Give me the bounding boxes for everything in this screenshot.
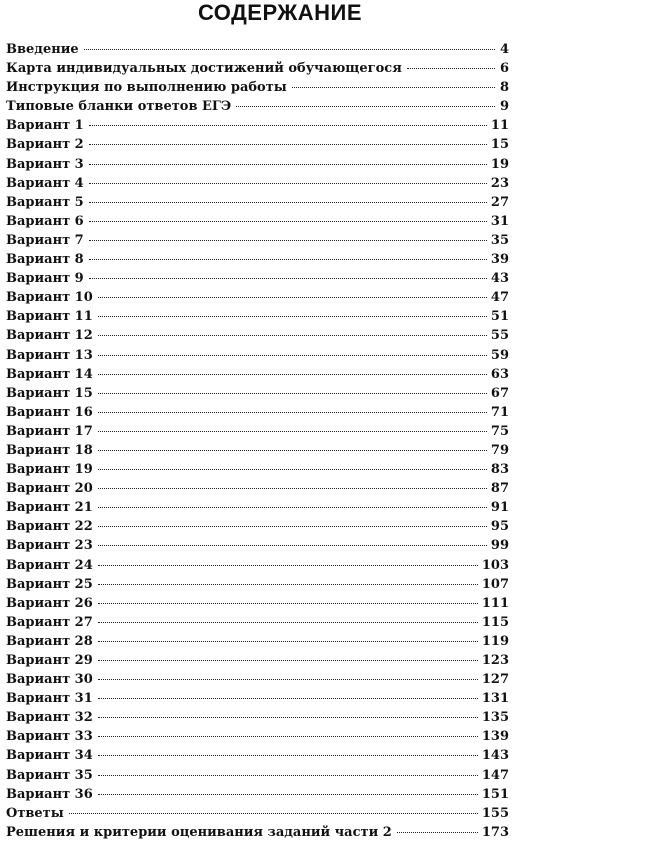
toc-entry — [6, 116, 509, 135]
toc-entry — [6, 498, 509, 517]
toc-entry — [6, 575, 509, 594]
dot-leader — [407, 68, 495, 69]
toc-entry — [6, 594, 509, 613]
toc-entry-page-number: 19 — [490, 156, 509, 172]
toc-entry — [6, 231, 509, 250]
toc-entry — [6, 804, 509, 823]
dot-leader — [98, 565, 478, 566]
toc-entry-page-number: 79 — [490, 442, 509, 458]
dot-leader — [98, 335, 487, 336]
toc-entry-label: Вариант 17 — [6, 423, 93, 439]
toc-entry-page-number: 107 — [481, 576, 509, 592]
toc-entry-label: Вариант 24 — [6, 557, 93, 573]
toc-entry — [6, 670, 509, 689]
page-title: СОДЕРЖАНИЕ — [197, 0, 363, 25]
toc-entry-page-number: 95 — [490, 519, 509, 535]
toc-entry-page-number: 111 — [481, 595, 509, 611]
toc-entry-page-number: 135 — [481, 710, 509, 726]
toc-entry-label: Вариант 6 — [6, 213, 84, 229]
dot-leader — [98, 794, 478, 795]
toc-entry — [6, 536, 509, 555]
toc-entry-page-number: 43 — [490, 271, 509, 287]
toc-entry-page-number: 143 — [481, 748, 509, 764]
dot-leader — [98, 316, 487, 317]
toc-entry — [6, 193, 509, 212]
dot-leader — [98, 507, 487, 508]
toc-entry-label: Вариант 10 — [6, 290, 93, 306]
toc-entry — [6, 269, 509, 288]
toc-entry-label: Решения и критерии оценивания заданий части 2 — [6, 824, 392, 840]
toc-entry-label: Вариант 30 — [6, 672, 93, 688]
toc-entry-page-number: 51 — [490, 309, 509, 325]
dot-leader — [98, 412, 487, 413]
toc-entry-label: Вариант 31 — [6, 691, 93, 707]
toc-entry-label: Вариант 11 — [6, 309, 93, 325]
toc-entry — [6, 766, 509, 785]
dot-leader — [89, 164, 487, 165]
toc-entry — [6, 40, 509, 59]
toc-entry-page-number: 139 — [481, 729, 509, 745]
toc-entry-label: Вариант 2 — [6, 137, 84, 153]
toc-entry-page-number: 71 — [490, 404, 509, 420]
toc-entry-label: Вариант 26 — [6, 595, 93, 611]
toc-entry-page-number: 27 — [490, 194, 509, 210]
dot-leader — [89, 144, 487, 145]
table-of-contents — [6, 40, 509, 842]
dot-leader — [98, 698, 478, 699]
toc-entry-label: Карта индивидуальных достижений обучающегося — [6, 61, 402, 77]
dot-leader — [89, 259, 487, 260]
toc-entry — [6, 613, 509, 632]
toc-entry-page-number: 15 — [490, 137, 509, 153]
dot-leader — [397, 832, 478, 833]
toc-entry-label: Вариант 32 — [6, 710, 93, 726]
dot-leader — [89, 278, 487, 279]
dot-leader — [98, 622, 478, 623]
toc-entry-label: Вариант 1 — [6, 118, 84, 134]
toc-entry — [6, 78, 509, 97]
toc-entry — [6, 250, 509, 269]
dot-leader — [98, 736, 478, 737]
toc-entry-page-number: 35 — [490, 232, 509, 248]
toc-entry-label: Вариант 14 — [6, 366, 93, 382]
dot-leader — [98, 679, 478, 680]
dot-leader — [98, 717, 478, 718]
toc-entry — [6, 97, 509, 116]
toc-entry-label: Вариант 25 — [6, 576, 93, 592]
dot-leader — [98, 603, 478, 604]
toc-entry — [6, 288, 509, 307]
toc-entry — [6, 746, 509, 765]
toc-entry-page-number: 67 — [490, 385, 509, 401]
dot-leader — [98, 526, 487, 527]
toc-entry-label: Вариант 21 — [6, 500, 93, 516]
toc-entry-page-number: 75 — [490, 423, 509, 439]
toc-entry-label: Введение — [6, 42, 79, 57]
toc-entry — [6, 727, 509, 746]
toc-entry — [6, 460, 509, 479]
toc-entry-label: Вариант 3 — [6, 156, 84, 172]
toc-entry — [6, 441, 509, 460]
toc-entry-page-number: 39 — [490, 252, 509, 268]
toc-entry — [6, 212, 509, 231]
dot-leader — [98, 374, 487, 375]
toc-entry — [6, 365, 509, 384]
toc-entry — [6, 403, 509, 422]
toc-entry — [6, 326, 509, 345]
toc-entry — [6, 823, 509, 842]
dot-leader — [84, 49, 495, 50]
toc-entry-page-number: 119 — [481, 633, 509, 649]
toc-entry-label: Вариант 27 — [6, 614, 93, 630]
toc-entry — [6, 307, 509, 326]
toc-entry-page-number: 23 — [490, 175, 509, 191]
toc-entry-page-number: 99 — [490, 538, 509, 554]
toc-entry-page-number: 6 — [499, 61, 509, 77]
toc-entry-label: Вариант 5 — [6, 194, 84, 210]
toc-entry — [6, 689, 509, 708]
toc-entry-label: Вариант 28 — [6, 633, 93, 649]
dot-leader — [98, 660, 478, 661]
toc-entry — [6, 517, 509, 536]
toc-entry — [6, 708, 509, 727]
dot-leader — [98, 355, 487, 356]
toc-entry-label: Вариант 9 — [6, 271, 84, 287]
dot-leader — [89, 125, 487, 126]
toc-entry — [6, 479, 509, 498]
toc-entry-label: Вариант 13 — [6, 347, 93, 363]
toc-entry-page-number: 4 — [499, 42, 509, 57]
toc-entry-page-number: 173 — [481, 824, 509, 840]
toc-entry-page-number: 103 — [481, 557, 509, 573]
toc-entry — [6, 155, 509, 174]
toc-entry-page-number: 127 — [481, 672, 509, 688]
toc-entry — [6, 651, 509, 670]
dot-leader — [89, 183, 487, 184]
dot-leader — [98, 488, 487, 489]
dot-leader — [89, 202, 487, 203]
toc-entry — [6, 632, 509, 651]
toc-entry-label: Типовые бланки ответов ЕГЭ — [6, 99, 232, 115]
toc-entry — [6, 556, 509, 575]
toc-entry-label: Вариант 22 — [6, 519, 93, 535]
toc-entry-label: Вариант 20 — [6, 481, 93, 497]
toc-entry-label: Вариант 35 — [6, 767, 93, 783]
toc-entry-page-number: 91 — [490, 500, 509, 516]
dot-leader — [89, 221, 487, 222]
toc-entry-page-number: 11 — [490, 118, 509, 134]
toc-entry-page-number: 115 — [481, 614, 509, 630]
toc-entry-label: Вариант 8 — [6, 252, 84, 268]
toc-entry-page-number: 31 — [490, 213, 509, 229]
toc-entry-label: Вариант 33 — [6, 729, 93, 745]
toc-entry-page-number: 55 — [490, 328, 509, 344]
toc-entry — [6, 785, 509, 804]
dot-leader — [98, 297, 487, 298]
dot-leader — [98, 393, 487, 394]
toc-entry-label: Вариант 34 — [6, 748, 93, 764]
toc-entry-page-number: 151 — [481, 786, 509, 802]
toc-entry-label: Ответы — [6, 805, 64, 821]
dot-leader — [98, 545, 487, 546]
toc-entry-label: Инструкция по выполнению работы — [6, 80, 287, 96]
dot-leader — [98, 469, 487, 470]
dot-leader — [98, 641, 478, 642]
toc-entry-label: Вариант 29 — [6, 653, 93, 668]
toc-entry-page-number: 8 — [499, 80, 509, 96]
toc-entry-label: Вариант 18 — [6, 442, 93, 458]
dot-leader — [89, 240, 487, 241]
toc-entry-page-number: 59 — [490, 347, 509, 363]
dot-leader — [98, 584, 478, 585]
toc-entry-page-number: 87 — [490, 481, 509, 497]
toc-entry-label: Вариант 19 — [6, 462, 93, 478]
toc-entry-page-number: 83 — [490, 462, 509, 478]
toc-entry-label: Вариант 36 — [6, 786, 93, 802]
toc-entry — [6, 174, 509, 193]
dot-leader — [236, 106, 495, 107]
toc-entry-page-number: 9 — [499, 99, 509, 115]
toc-entry-label: Вариант 15 — [6, 385, 93, 401]
dot-leader — [292, 87, 495, 88]
toc-entry-label: Вариант 23 — [6, 538, 93, 554]
toc-entry-page-number: 47 — [490, 290, 509, 306]
dot-leader — [98, 775, 478, 776]
toc-entry — [6, 384, 509, 403]
toc-entry — [6, 135, 509, 154]
dot-leader — [69, 813, 478, 814]
toc-entry-page-number: 155 — [481, 805, 509, 821]
toc-entry-page-number: 131 — [481, 691, 509, 707]
toc-entry — [6, 59, 509, 78]
toc-entry-label: Вариант 16 — [6, 404, 93, 420]
toc-entry-label: Вариант 7 — [6, 232, 84, 248]
toc-entry-page-number: 123 — [481, 653, 509, 668]
dot-leader — [98, 431, 487, 432]
toc-entry-label: Вариант 12 — [6, 328, 93, 344]
toc-entry-label: Вариант 4 — [6, 175, 84, 191]
dot-leader — [98, 450, 487, 451]
toc-entry-page-number: 147 — [481, 767, 509, 783]
dot-leader — [98, 755, 478, 756]
toc-entry-page-number: 63 — [490, 366, 509, 382]
toc-entry — [6, 422, 509, 441]
toc-entry — [6, 346, 509, 365]
